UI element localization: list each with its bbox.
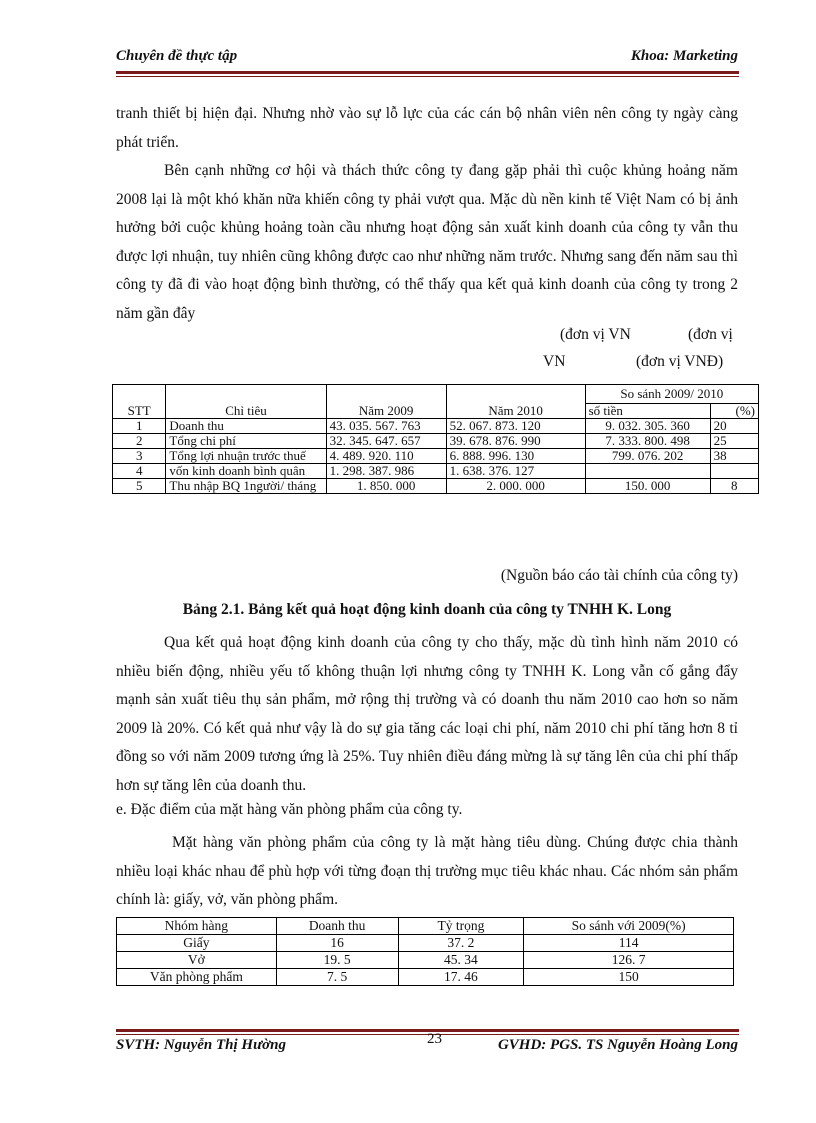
th-stt: STT bbox=[113, 385, 166, 419]
cell: Giấy bbox=[117, 935, 277, 952]
cell: 1. 298. 387. 986 bbox=[326, 464, 446, 479]
th-share: Tỷ trọng bbox=[398, 918, 524, 935]
cell: Tổng lợi nhuận trước thuế bbox=[166, 449, 326, 464]
cell: 150 bbox=[524, 969, 734, 986]
cell: 7. 333. 800. 498 bbox=[585, 434, 710, 449]
cell: 1 bbox=[113, 419, 166, 434]
unit-note-a: (đơn vị VN bbox=[560, 326, 631, 343]
th-2010: Năm 2010 bbox=[446, 385, 585, 419]
table-row bbox=[113, 479, 759, 494]
cell: 19. 5 bbox=[276, 952, 398, 969]
cell: 8 bbox=[710, 479, 758, 494]
table-row bbox=[113, 464, 759, 479]
page-number: 23 bbox=[427, 1031, 442, 1047]
cell: 25 bbox=[710, 434, 758, 449]
paragraph-1: tranh thiết bị hiện đại. Nhưng nhờ vào sự lỗ lực của các cán bộ nhân viên nên công ty ngày càng phát triển. bbox=[116, 105, 738, 151]
table-row bbox=[113, 434, 759, 449]
cell: 43. 035. 567. 763 bbox=[326, 419, 446, 434]
cell: 20 bbox=[710, 419, 758, 434]
table-source: (Nguồn báo cáo tài chính của công ty) bbox=[500, 567, 738, 584]
footer-right: GVHD: PGS. TS Nguyễn Hoàng Long bbox=[497, 1037, 738, 1053]
business-results-table bbox=[112, 384, 759, 494]
header-rule-thin bbox=[116, 76, 739, 77]
cell: 17. 46 bbox=[398, 969, 524, 986]
cell: Văn phòng phẩm bbox=[117, 969, 277, 986]
unit-note-c: VN bbox=[543, 353, 566, 370]
section-heading-e: e. Đặc điểm của mặt hàng văn phòng phẩm của công ty. bbox=[116, 801, 463, 818]
table-row bbox=[117, 952, 734, 969]
cell: 150. 000 bbox=[585, 479, 710, 494]
th-2009: Năm 2009 bbox=[326, 385, 446, 419]
cell: Vở bbox=[117, 952, 277, 969]
cell: 4. 489. 920. 110 bbox=[326, 449, 446, 464]
cell: 4 bbox=[113, 464, 166, 479]
unit-note-d: (đơn vị VNĐ) bbox=[636, 353, 724, 370]
th-compare-2009: So sánh với 2009(%) bbox=[524, 918, 734, 935]
cell: 3 bbox=[113, 449, 166, 464]
footer-left: SVTH: Nguyễn Thị Hường bbox=[116, 1037, 286, 1053]
th-group: Nhóm hàng bbox=[117, 918, 277, 935]
cell: Thu nhập BQ 1người/ tháng bbox=[166, 479, 326, 494]
cell: 7. 5 bbox=[276, 969, 398, 986]
cell: 16 bbox=[276, 935, 398, 952]
cell: Tổng chi phí bbox=[166, 434, 326, 449]
table-row bbox=[113, 419, 759, 434]
cell: 114 bbox=[524, 935, 734, 952]
cell: 6. 888. 996. 130 bbox=[446, 449, 585, 464]
cell: 1. 638. 376. 127 bbox=[446, 464, 585, 479]
page-header bbox=[116, 48, 738, 68]
table-row bbox=[113, 449, 759, 464]
cell: 2. 000. 000 bbox=[446, 479, 585, 494]
page-footer bbox=[116, 1037, 738, 1061]
table-row bbox=[117, 969, 734, 986]
header-right: Khoa: Marketing bbox=[630, 48, 738, 64]
cell: 9. 032. 305. 360 bbox=[585, 419, 710, 434]
product-group-table bbox=[116, 917, 734, 986]
cell: 39. 678. 876. 990 bbox=[446, 434, 585, 449]
paragraph-4: Mặt hàng văn phòng phẩm của công ty là mặt hàng tiêu dùng. Chúng được chia thành nhiều loại khác nhau để phù hợp với từng đoạn thị trường mục tiêu khác nhau. Các nhóm sản phẩm chính là: giấy, vở, văn phòng phẩm. bbox=[116, 834, 738, 909]
cell bbox=[710, 464, 758, 479]
table-row bbox=[117, 935, 734, 952]
cell: 37. 2 bbox=[398, 935, 524, 952]
th-sotien: số tiền bbox=[585, 404, 710, 419]
header-rule bbox=[116, 71, 739, 74]
paragraph-2: Bên cạnh những cơ hội và thách thức công ty đang gặp phải thì cuộc khủng hoảng năm 2008 lại là một khó khăn nữa khiến công ty phải vượt qua. Mặc dù nền kinh tế Việt Nam có bị ảnh hưởng bởi cuộc khủng hoảng toàn cầu nhưng hoạt động sản xuất kinh doanh của công ty vẫn thu được lợi nhuận, tuy nhiên cũng không được cao như những năm trước. Nhưng sang đến năm sau thì công ty đã đi vào hoạt động bình thường, có thể thấy qua kết quả kinh doanh của công ty trong 2 năm gần đây bbox=[116, 162, 738, 322]
header-left: Chuyên đề thực tập bbox=[116, 48, 238, 64]
th-chitieu: Chỉ tiêu bbox=[166, 385, 326, 419]
cell: 5 bbox=[113, 479, 166, 494]
cell: 799. 076. 202 bbox=[585, 449, 710, 464]
th-pct: (%) bbox=[710, 404, 758, 419]
cell: 32. 345. 647. 657 bbox=[326, 434, 446, 449]
th-compare: So sánh 2009/ 2010 bbox=[585, 385, 758, 404]
unit-note-b: (đơn vị bbox=[688, 326, 733, 343]
cell: 38 bbox=[710, 449, 758, 464]
cell: vốn kinh doanh bình quân bbox=[166, 464, 326, 479]
paragraph-3: Qua kết quả hoạt động kinh doanh của công ty cho thấy, mặc dù tình hình năm 2010 có nhiều biến động, nhiều yếu tố không thuận lợi nhưng công ty TNHH K. Long vẫn cố gắng đẩy mạnh sản xuất tiêu thụ sản phẩm, mở rộng thị trường và có doanh thu năm 2010 cao hơn so năm 2009 là 20%. Có kết quả như vậy là do sự gia tăng các loại chi phí, năm 2010 chi phí tăng hơn 8 tỉ đồng so với năm 2009 tương ứng là 25%. Tuy nhiên điều đáng mừng là sự tăng lên của chi phí thấp hơn sự tăng lên của doanh thu. bbox=[116, 634, 738, 794]
th-revenue: Doanh thu bbox=[276, 918, 398, 935]
cell: Doanh thu bbox=[166, 419, 326, 434]
cell: 45. 34 bbox=[398, 952, 524, 969]
cell: 126. 7 bbox=[524, 952, 734, 969]
cell bbox=[585, 464, 710, 479]
table-caption: Bảng 2.1. Bảng kết quả hoạt động kinh doanh của công ty TNHH K. Long bbox=[182, 601, 672, 618]
cell: 2 bbox=[113, 434, 166, 449]
table-header-row bbox=[117, 918, 734, 935]
cell: 52. 067. 873. 120 bbox=[446, 419, 585, 434]
cell: 1. 850. 000 bbox=[326, 479, 446, 494]
